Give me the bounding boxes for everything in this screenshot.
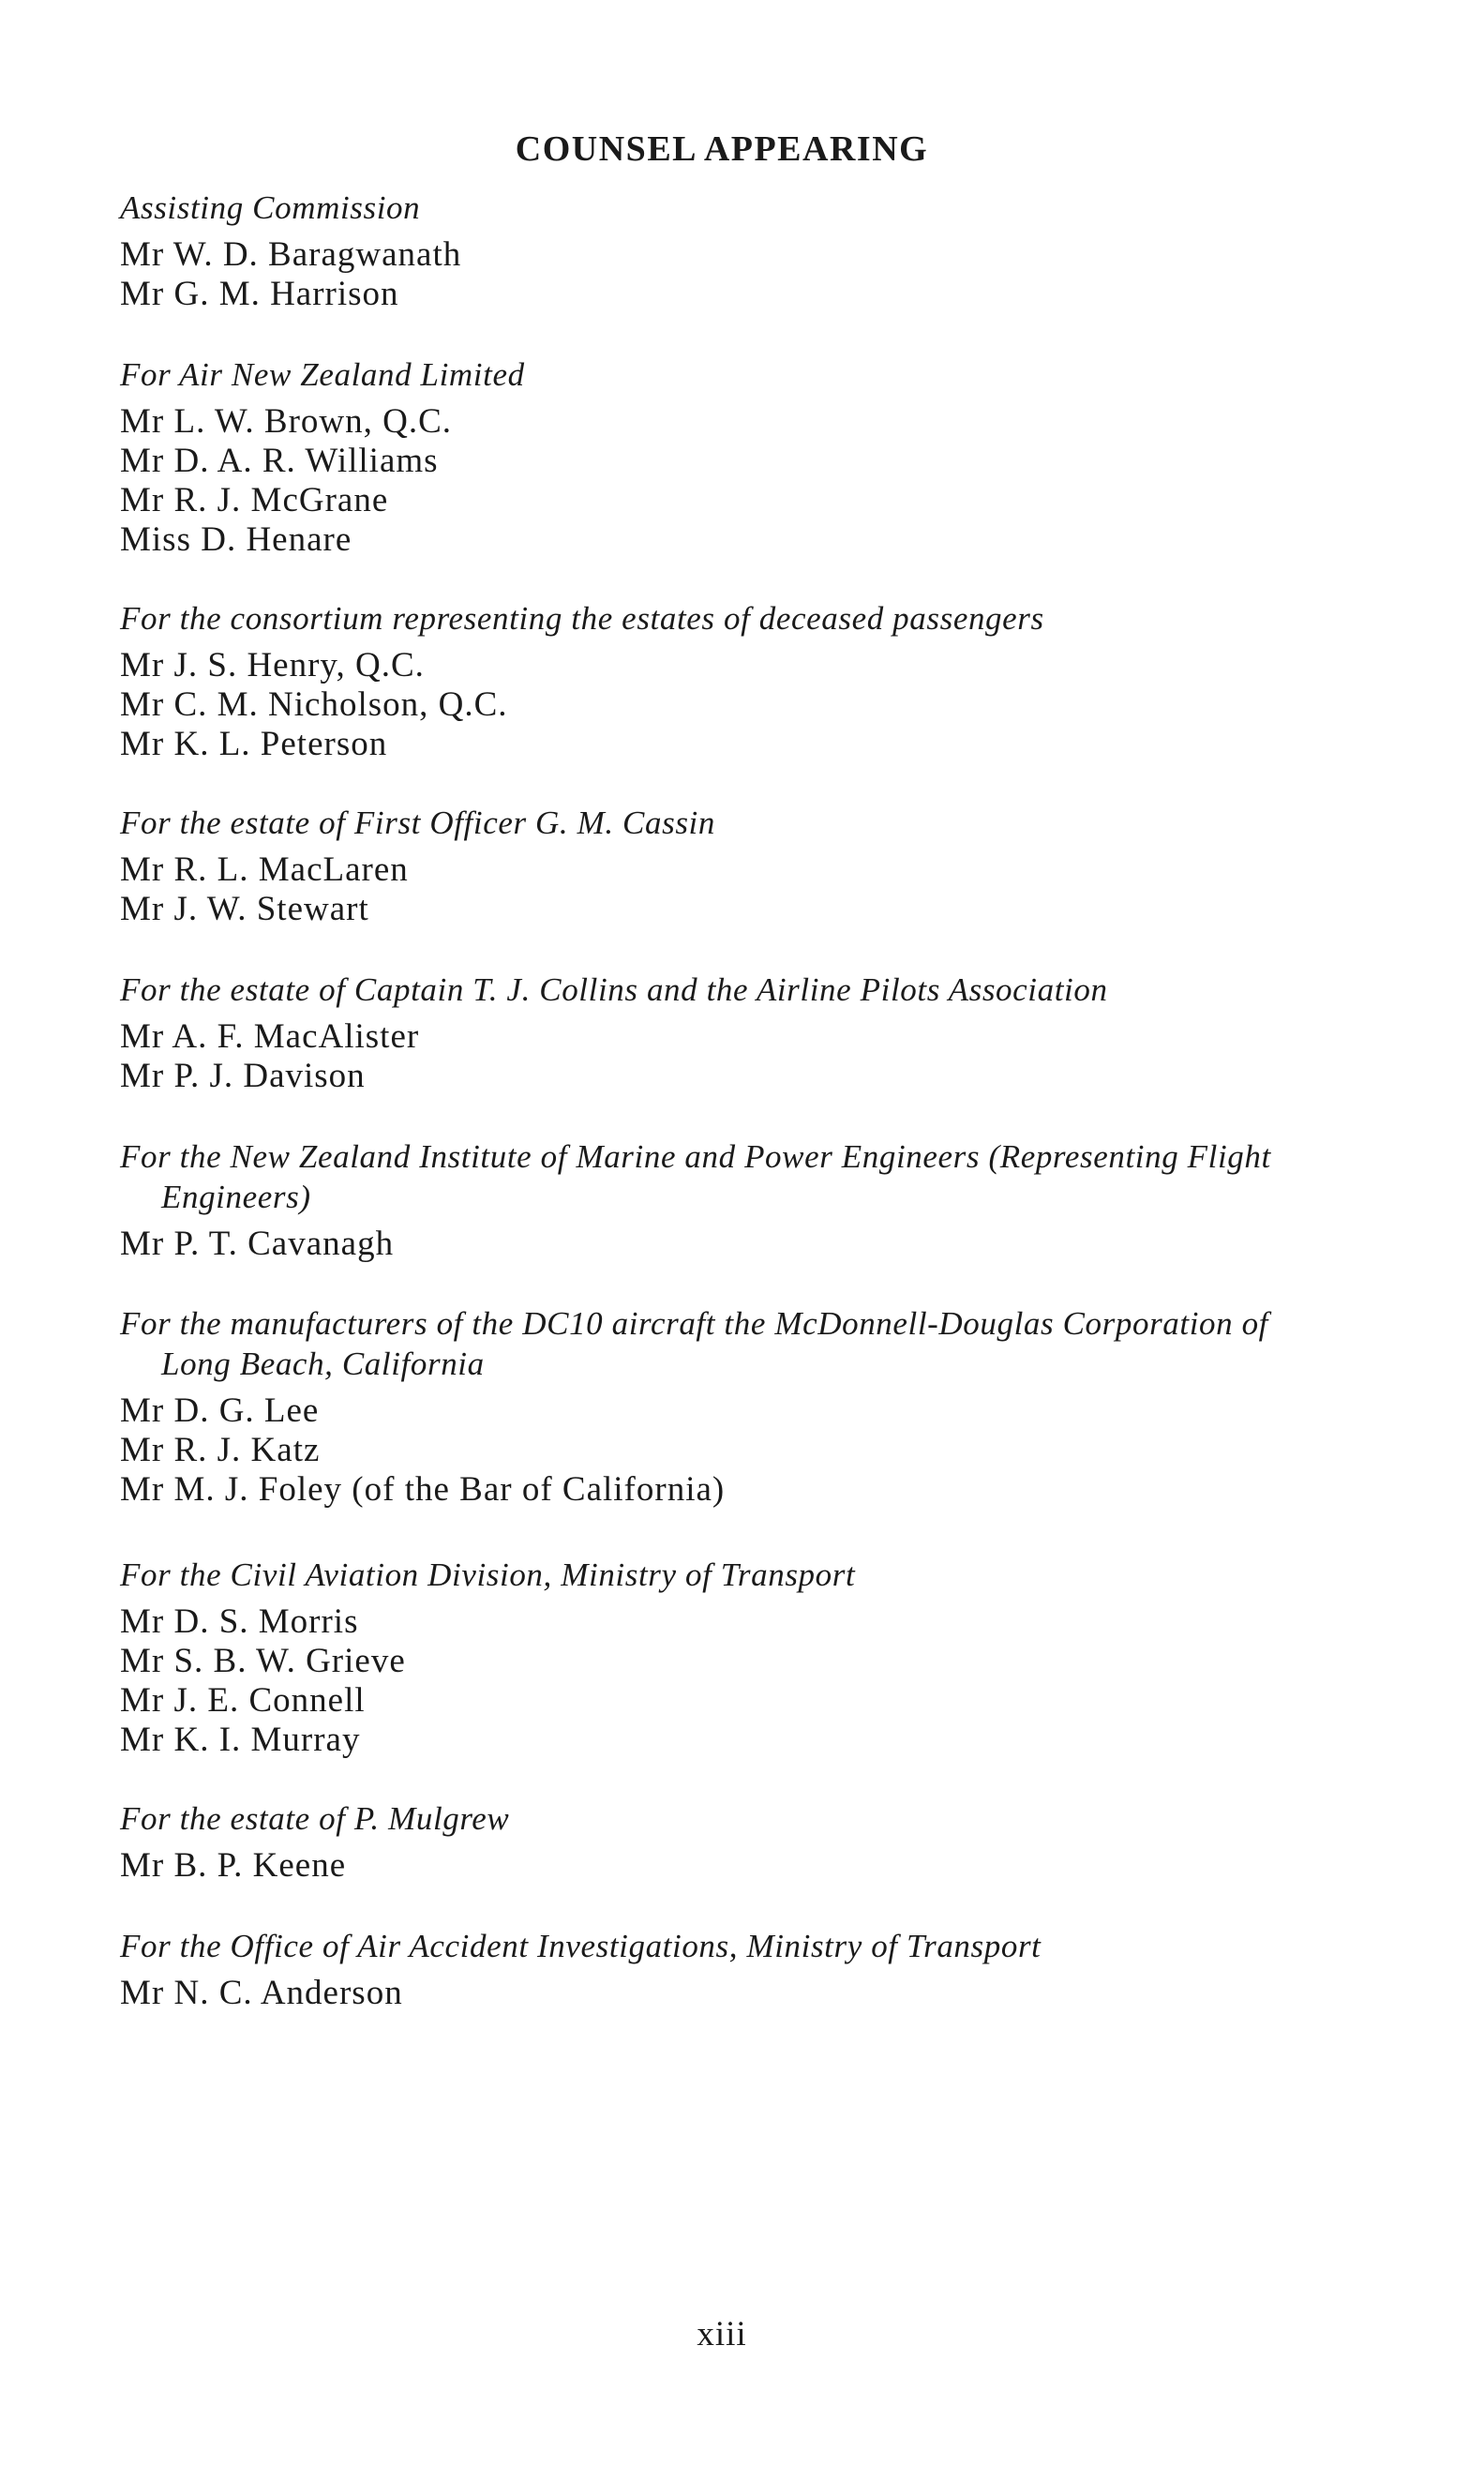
counsel-name: Mr A. F. MacAlister (120, 1017, 420, 1056)
page-title: COUNSEL APPEARING (515, 129, 929, 169)
counsel-section-air-accident-investigations (120, 1926, 1339, 2013)
counsel-name: Mr D. G. Lee (120, 1391, 320, 1430)
counsel-name: Mr C. M. Nicholson, Q.C. (120, 685, 508, 724)
section-heading: For the consortium representing the estates of deceased passengers (120, 600, 1044, 637)
counsel-section-air-new-zealand (120, 354, 1339, 560)
counsel-section-estate-mulgrew (120, 1798, 1339, 1886)
counsel-name: Mr J. E. Connell (120, 1681, 366, 1720)
counsel-name: Mr G. M. Harrison (120, 275, 399, 313)
counsel-name: Mr K. I. Murray (120, 1721, 361, 1759)
section-heading: For the estate of P. Mulgrew (120, 1800, 510, 1837)
section-heading: For the Civil Aviation Division, Ministry of Transport (120, 1556, 856, 1593)
counsel-list (120, 1602, 1339, 1760)
counsel-list (120, 1846, 1339, 1886)
section-heading: For the Office of Air Accident Investigations, Ministry of Transport (120, 1928, 1042, 1964)
counsel-section-consortium (120, 598, 1339, 764)
section-heading: Assisting Commission (120, 189, 421, 226)
page-number: xiii (697, 2315, 747, 2353)
counsel-section-estate-collins (120, 970, 1339, 1096)
counsel-name: Mr P. T. Cavanagh (120, 1225, 395, 1263)
counsel-list (120, 646, 1339, 764)
counsel-list (120, 402, 1339, 560)
counsel-name: Mr D. A. R. Williams (120, 442, 439, 480)
counsel-section-civil-aviation (120, 1555, 1339, 1760)
counsel-section-mcdonnell-douglas (120, 1303, 1339, 1510)
counsel-name: Mr K. L. Peterson (120, 725, 388, 763)
counsel-section-estate-cassin (120, 803, 1339, 929)
section-heading: For the estate of Captain T. J. Collins and the Airline Pilots Association (120, 971, 1108, 1008)
counsel-name: Mr W. D. Baragwanath (120, 235, 462, 274)
counsel-list (120, 1017, 1339, 1096)
section-heading: For the New Zealand Institute of Marine and Power Engineers (Representing Flight Engineers) (120, 1138, 1271, 1215)
counsel-name: Mr S. B. W. Grieve (120, 1642, 406, 1680)
counsel-list (120, 1225, 1339, 1264)
counsel-name: Mr P. J. Davison (120, 1057, 366, 1095)
counsel-list (120, 235, 1339, 314)
counsel-section-assisting-commission (120, 188, 1339, 314)
counsel-list (120, 1974, 1339, 2013)
counsel-name: Mr B. P. Keene (120, 1846, 347, 1885)
section-heading: For the estate of First Officer G. M. Cassin (120, 804, 715, 841)
counsel-section-marine-power-engineers (120, 1136, 1339, 1264)
counsel-name: Mr N. C. Anderson (120, 1974, 403, 2012)
counsel-list (120, 850, 1339, 929)
counsel-name: Mr L. W. Brown, Q.C. (120, 402, 453, 441)
counsel-name: Mr J. S. Henry, Q.C. (120, 646, 425, 684)
counsel-name: Mr M. J. Foley (of the Bar of California) (120, 1470, 726, 1509)
counsel-name: Mr R. L. MacLaren (120, 850, 409, 889)
counsel-name: Mr J. W. Stewart (120, 890, 369, 928)
counsel-list (120, 1391, 1339, 1510)
counsel-name: Mr R. J. Katz (120, 1431, 321, 1469)
counsel-name: Mr R. J. McGrane (120, 481, 389, 519)
counsel-name: Mr D. S. Morris (120, 1602, 359, 1641)
counsel-name: Miss D. Henare (120, 520, 352, 559)
section-heading: For Air New Zealand Limited (120, 356, 525, 393)
section-heading: For the manufacturers of the DC10 aircraft the McDonnell-Douglas Corporation of Long Beach, California (120, 1305, 1269, 1382)
